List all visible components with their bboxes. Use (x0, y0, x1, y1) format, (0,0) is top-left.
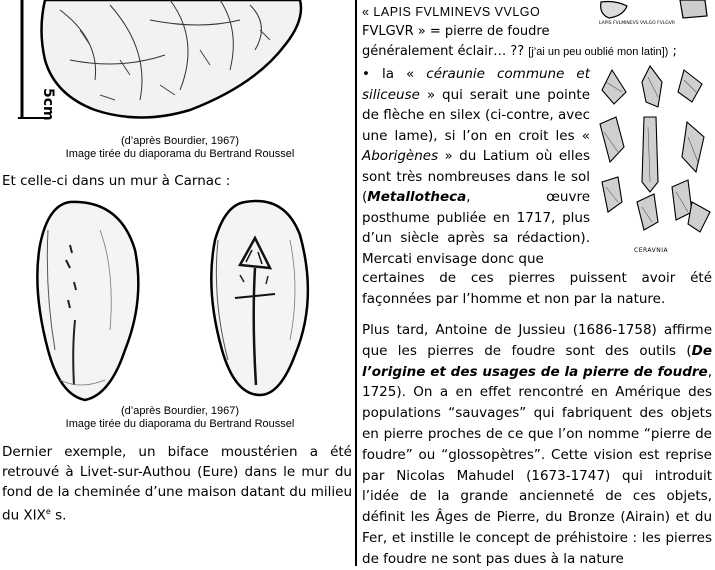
column-divider (355, 0, 357, 566)
ceraunie-paragraph-end: certaines de ces pierres puissent avoir été façonnées par l’homme et non par la nature. (362, 270, 712, 307)
stone-right (211, 201, 308, 395)
aborigenes-term: Aborigènes (362, 148, 439, 164)
carnac-stones-drawing (0, 190, 355, 405)
ceraunie-text-a: • la « (362, 66, 427, 82)
jussieu-paragraph (362, 320, 712, 570)
latin-quote-line3 (362, 42, 677, 62)
paragraph-livet (2, 442, 352, 526)
ceraunie-term: céraunie commune et siliceuse (362, 66, 590, 103)
ceraunie-text-b: » qui serait une pointe de flèche en silex (ci-contre, avec une lame), si l’on en croit les « (362, 86, 590, 144)
ceraunia-points-drawing (592, 62, 715, 257)
century-superscript: e (45, 507, 51, 516)
metallotheca-title: Metallotheca (367, 189, 467, 205)
stone-left (37, 202, 138, 400)
caption-middle-line1: (d’après Bourdier, 1967) (120, 405, 239, 417)
latin-quote-line1: « LAPIS FVLMINEVS VVLGO (362, 5, 541, 19)
jussieu-text-a: Plus tard, Antoine de Jussieu (1686-1758) affirme que les pierres de foudre sont des outils ( (362, 322, 712, 359)
caption-middle (30, 405, 330, 431)
caption-top (30, 135, 330, 161)
caption-top-line2: Image tirée du diaporama du Bertrand Roussel (65, 148, 295, 160)
latin-quote-line3-main: généralement éclair… ?? (362, 44, 529, 59)
ceraunie-paragraph (362, 64, 590, 269)
left-column (0, 0, 355, 566)
jussieu-text-b: , 1725). On a en effet rencontré en Amérique des populations “sauvages” qui fabriquent des objets en pierre proches de ce que l’on nomme “pierre de foudre” ou “glossopètres”. Cette vision est reprise par Nicolas Mahudel (1673-1747) qui introduit l’idée de la grande ancienneté de ces objets, définit les Âges de Pierre, du Bronze (Airain) et du Fer, et instille le concept de préhistoire : les pierres de foudre ne sont pas dues à la nature (362, 363, 712, 567)
right-column (360, 0, 715, 566)
latin-quote-line3-end: ; (668, 44, 677, 59)
caption-top-line1: (d’après Bourdier, 1967) (120, 135, 239, 147)
ceraunie-text-c: » du Latium où elles sont très nombreuses dans le sol ( (362, 148, 590, 205)
latin-quote-note: [j’ai un peu oublié mon latin]) (528, 46, 669, 58)
caption-middle-line2: Image tirée du diaporama du Bertrand Roussel (65, 418, 295, 430)
ceraunie-text-d: , œuvre posthume publiée en 1717, plus d’un siècle après sa rédaction). Mercati envisage donc que (362, 189, 590, 267)
lead-text: Et celle-ci dans un mur à Carnac : (2, 173, 231, 189)
paragraph-livet-text: Dernier exemple, un biface moustérien a été retrouvé à Livet-sur-Authou (Eure) dans le mur du fond de la cheminée d’une maison datant du milieu du XIX (2, 444, 352, 524)
coin-caption: LAPIS FVLMINEVS VVLGO FVLGVR (599, 21, 675, 26)
scale-label: 5cm (40, 88, 56, 121)
latin-quote-line2: FVLGVR » = pierre de foudre (362, 24, 550, 39)
points-caption: CERAVNIA (634, 247, 669, 254)
jussieu-book-title: De l’origine et des usages de la pierre de foudre (362, 342, 712, 380)
biface-drawing-top (0, 0, 355, 130)
paragraph-livet-end: s. (50, 507, 67, 524)
